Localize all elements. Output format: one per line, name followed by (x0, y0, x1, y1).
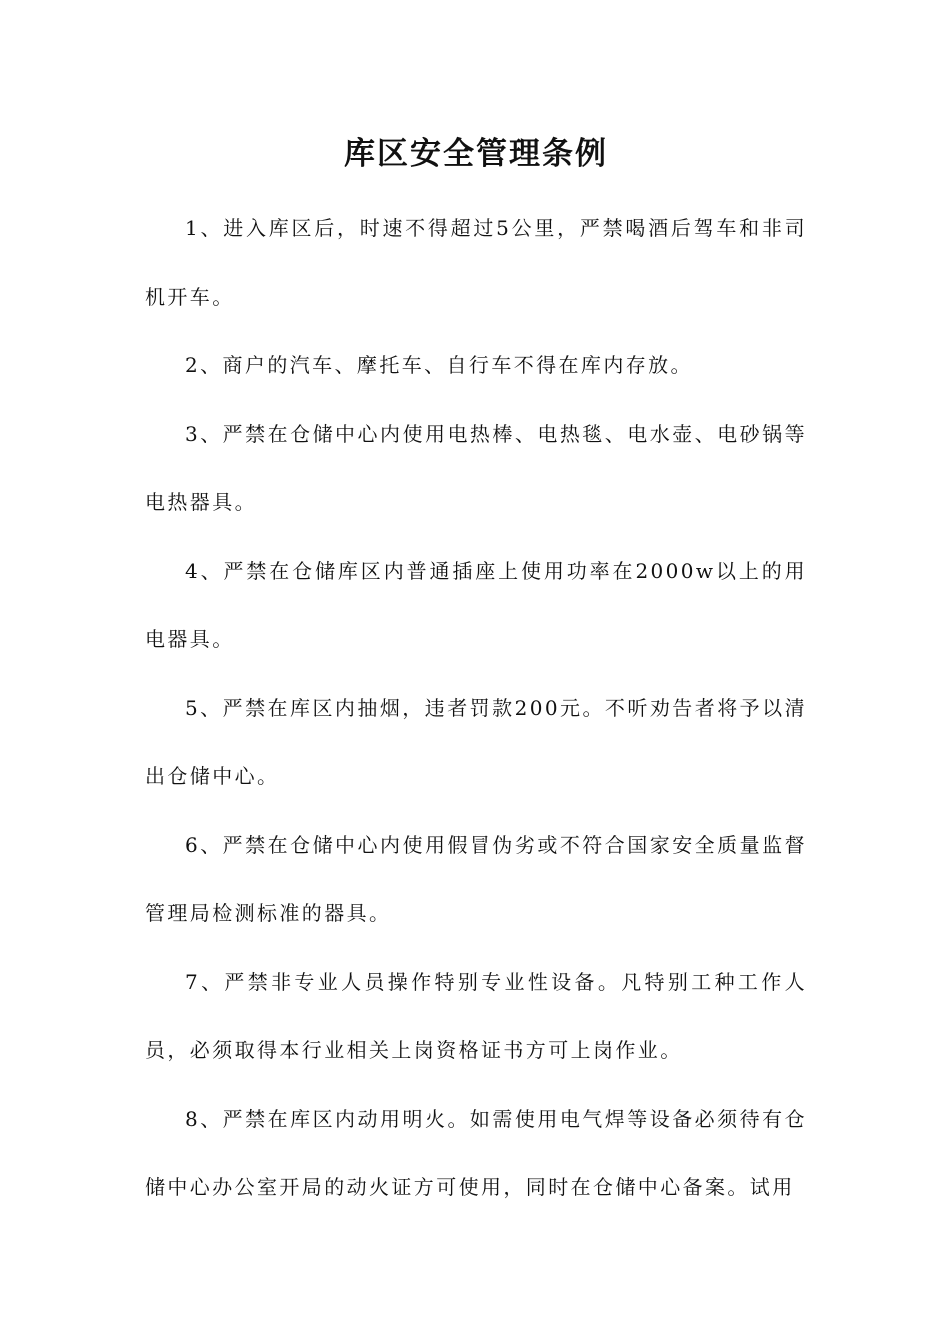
clause-3: 3、严禁在仓储中心内使用电热棒、电热毯、电水壶、电砂锅等电热器具。 (145, 421, 807, 514)
clause-6: 6、严禁在仓储中心内使用假冒伪劣或不符合国家安全质量监督管理局检测标准的器具。 (145, 832, 807, 925)
clause-4: 4、严禁在仓储库区内普通插座上使用功率在2000w以上的用电器具。 (145, 558, 807, 651)
document-title: 库区安全管理条例 (344, 136, 608, 172)
clause-8: 8、严禁在库区内动用明火。如需使用电气焊等设备必须待有仓储中心办公室开局的动火证方可使用，同时在仓储中心备案。试用 (145, 1106, 807, 1199)
clause-list (145, 194, 807, 1222)
clause-7: 7、严禁非专业人员操作特别专业性设备。凡特别工种工作人员，必须取得本行业相关上岗资格证书方可上岗作业。 (145, 969, 807, 1062)
clause-1: 1、进入库区后，时速不得超过5公里，严禁喝酒后驾车和非司机开车。 (145, 216, 807, 309)
clause-2: 2、商户的汽车、摩托车、自行车不得在库内存放。 (185, 353, 693, 377)
clause-5: 5、严禁在库区内抽烟，违者罚款200元。不听劝告者将予以清出仓储中心。 (145, 695, 807, 788)
document-page (145, 128, 807, 1222)
